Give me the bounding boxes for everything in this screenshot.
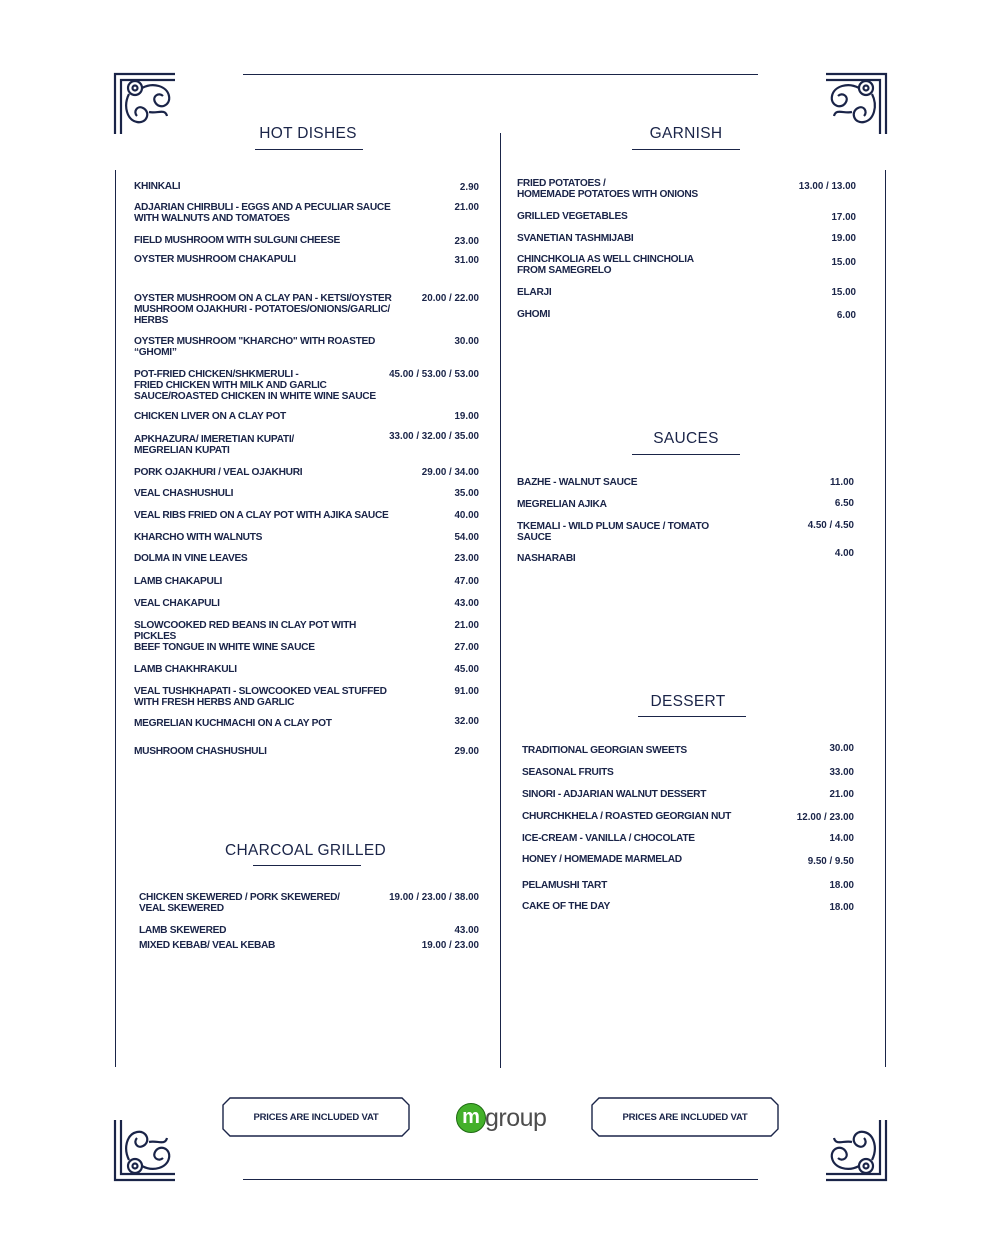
menu-item-price: 13.00 / 13.00 [798, 181, 856, 192]
menu-item-price: 11.00 [830, 477, 854, 488]
menu-item-price: 33.00 / 32.00 / 35.00 [389, 431, 479, 442]
menu-item-price: 33.00 [829, 767, 854, 778]
menu-item-name: HONEY / HOMEMADE MARMELAD [522, 854, 682, 865]
menu-item-name: GHOMI [517, 309, 551, 320]
menu-item-name: TKEMALI - WILD PLUM SAUCE / TOMATO SAUCE [517, 521, 709, 543]
menu-item-name: SVANETIAN TASHMIJABI [517, 233, 634, 244]
corner-ornament-top-left [113, 72, 177, 136]
garnish-title: GARNISH [649, 125, 723, 142]
menu-item-price: 6.00 [836, 310, 856, 321]
garnish-underline [632, 149, 740, 150]
menu-item-price: 45.00 / 53.00 / 53.00 [389, 369, 479, 380]
menu-item-name: OYSTER MUSHROOM "KHARCHO" WITH ROASTED “GHOMI” [134, 336, 376, 358]
center-divider-line [500, 133, 501, 1068]
menu-item-price: 30.00 [829, 743, 854, 754]
menu-item-name: FRIED POTATOES / HOMEMADE POTATOES WITH ONIONS [517, 178, 698, 200]
menu-item-price: 27.00 [454, 642, 479, 653]
menu-item-price: 14.00 [829, 833, 854, 844]
vat-text-left: PRICES ARE INCLUDED VAT [253, 1111, 379, 1123]
menu-item-name: MEGRELIAN AJIKA [517, 499, 607, 510]
hot-dishes-title: HOT DISHES [259, 125, 357, 142]
menu-item-price: 4.00 [834, 548, 854, 559]
menu-item-name: KHINKALI [134, 181, 181, 192]
vat-text-right: PRICES ARE INCLUDED VAT [622, 1111, 748, 1123]
menu-item-name: PELAMUSHI TART [522, 880, 608, 891]
hot-dishes-underline [255, 149, 363, 150]
menu-item-price: 91.00 [454, 686, 479, 697]
dessert-underline [638, 716, 746, 717]
menu-item-name: VEAL TUSHKHAPATI - SLOWCOOKED VEAL STUFFED WITH FRESH HERBS AND GARLIC [134, 686, 387, 708]
menu-item-name: VEAL CHAKAPULI [134, 598, 220, 609]
menu-item-price: 29.00 [454, 746, 479, 757]
menu-item-name: VEAL CHASHUSHULI [134, 488, 234, 499]
vat-notice-left [222, 1097, 410, 1137]
menu-item-name: APKHAZURA/ IMERETIAN KUPATI/ MEGRELIAN KUPATI [134, 434, 294, 456]
menu-item-name: MEGRELIAN KUCHMACHI ON A CLAY POT [134, 718, 332, 729]
charcoal-grilled-underline [253, 865, 361, 866]
menu-item-price: 21.00 [454, 202, 479, 213]
right-border-line [885, 170, 886, 1067]
menu-item-price: 15.00 [831, 257, 856, 268]
logo-m-circle: m [456, 1103, 486, 1133]
menu-item-name: ADJARIAN CHIRBULI - EGGS AND A PECULIAR SAUCE WITH WALNUTS AND TOMATOES [134, 202, 391, 224]
menu-item-name: BAZHE - WALNUT SAUCE [517, 477, 638, 488]
menu-item-price: 43.00 [454, 925, 479, 936]
menu-item-name: DOLMA IN VINE LEAVES [134, 553, 248, 564]
menu-item-price: 19.00 [454, 411, 479, 422]
menu-item-price: 23.00 [454, 236, 479, 247]
dessert-title: DESSERT [650, 693, 726, 710]
menu-item-name: CHURCHKHELA / ROASTED GEORGIAN NUT [522, 811, 732, 822]
menu-item-price: 47.00 [454, 576, 479, 587]
menu-item-name: MIXED KEBAB/ VEAL KEBAB [139, 940, 276, 951]
menu-item-price: 21.00 [454, 620, 479, 631]
menu-item-name: CAKE OF THE DAY [522, 901, 610, 912]
menu-item-price: 17.00 [831, 212, 856, 223]
left-border-line [115, 170, 116, 1067]
menu-item-price: 23.00 [454, 553, 479, 564]
menu-item-name: NASHARABI [517, 553, 576, 564]
mgroup-logo [455, 1102, 551, 1136]
menu-item-price: 12.00 / 23.00 [796, 812, 854, 823]
menu-item-name: CHICKEN LIVER ON A CLAY POT [134, 411, 286, 422]
menu-item-price: 35.00 [454, 488, 479, 499]
menu-item-price: 30.00 [454, 336, 479, 347]
menu-item-price: 31.00 [454, 255, 479, 266]
vat-notice-right [591, 1097, 779, 1137]
menu-item-name: MUSHROOM CHASHUSHULI [134, 746, 267, 757]
menu-item-name: LAMB SKEWERED [139, 925, 227, 936]
logo-wordmark: group [485, 1104, 547, 1132]
menu-item-name: ELARJI [517, 287, 552, 298]
menu-item-price: 2.90 [459, 182, 479, 193]
menu-item-name: CHICKEN SKEWERED / PORK SKEWERED/ VEAL SKEWERED [139, 892, 340, 914]
menu-item-price: 20.00 / 22.00 [421, 293, 479, 304]
menu-item-name: TRADITIONAL GEORGIAN SWEETS [522, 745, 687, 756]
menu-item-name: LAMB CHAKHRAKULI [134, 664, 237, 675]
menu-item-name: FIELD MUSHROOM WITH SULGUNI CHEESE [134, 235, 341, 246]
menu-item-name: CHINCHKOLIA AS WELL CHINCHOLIA FROM SAMEGRELO [517, 254, 694, 276]
menu-item-price: 15.00 [831, 287, 856, 298]
top-border-line [243, 74, 758, 75]
corner-ornament-top-right [824, 72, 888, 136]
menu-item-price: 4.50 / 4.50 [807, 520, 854, 531]
menu-item-price: 18.00 [829, 880, 854, 891]
menu-item-name: OYSTER MUSHROOM ON A CLAY PAN - KETSI/OYSTER MUSHROOM OJAKHURI - POTATOES/ONIONS/GARLIC/ HERBS [134, 293, 392, 326]
menu-item-price: 9.50 / 9.50 [807, 856, 854, 867]
corner-ornament-bottom-left [113, 1118, 177, 1182]
menu-item-name: SLOWCOOKED RED BEANS IN CLAY POT WITH PICKLES [134, 620, 357, 642]
menu-item-price: 40.00 [454, 510, 479, 521]
menu-item-name: SINORI - ADJARIAN WALNUT DESSERT [522, 789, 707, 800]
menu-item-price: 19.00 / 23.00 [421, 940, 479, 951]
bottom-border-line [243, 1179, 758, 1180]
menu-item-price: 54.00 [454, 532, 479, 543]
menu-item-name: PORK OJAKHURI / VEAL OJAKHURI [134, 467, 303, 478]
menu-item-price: 19.00 / 23.00 / 38.00 [389, 892, 479, 903]
menu-item-name: VEAL RIBS FRIED ON A CLAY POT WITH AJIKA SAUCE [134, 510, 389, 521]
menu-item-name: BEEF TONGUE IN WHITE WINE SAUCE [134, 642, 315, 653]
menu-item-price: 29.00 / 34.00 [421, 467, 479, 478]
corner-ornament-bottom-right [824, 1118, 888, 1182]
sauces-underline [632, 454, 740, 455]
menu-item-name: OYSTER MUSHROOM CHAKAPULI [134, 254, 296, 265]
menu-item-name: POT-FRIED CHICKEN/SHKMERULI - FRIED CHICKEN WITH MILK AND GARLIC SAUCE/ROASTED CHICKEN IN WHITE WINE SAUCE [134, 369, 376, 402]
menu-item-name: LAMB CHAKAPULI [134, 576, 223, 587]
menu-item-price: 32.00 [454, 716, 479, 727]
menu-item-price: 6.50 [834, 498, 854, 509]
menu-item-price: 19.00 [831, 233, 856, 244]
menu-item-name: ICE-CREAM - VANILLA / CHOCOLATE [522, 833, 695, 844]
menu-item-price: 45.00 [454, 664, 479, 675]
menu-item-price: 21.00 [829, 789, 854, 800]
charcoal-grilled-title: CHARCOAL GRILLED [225, 842, 386, 859]
menu-item-name: SEASONAL FRUITS [522, 767, 614, 778]
menu-item-name: GRILLED VEGETABLES [517, 211, 628, 222]
menu-item-name: KHARCHO WITH WALNUTS [134, 532, 263, 543]
menu-item-price: 43.00 [454, 598, 479, 609]
menu-item-price: 18.00 [829, 902, 854, 913]
sauces-title: SAUCES [653, 430, 719, 447]
